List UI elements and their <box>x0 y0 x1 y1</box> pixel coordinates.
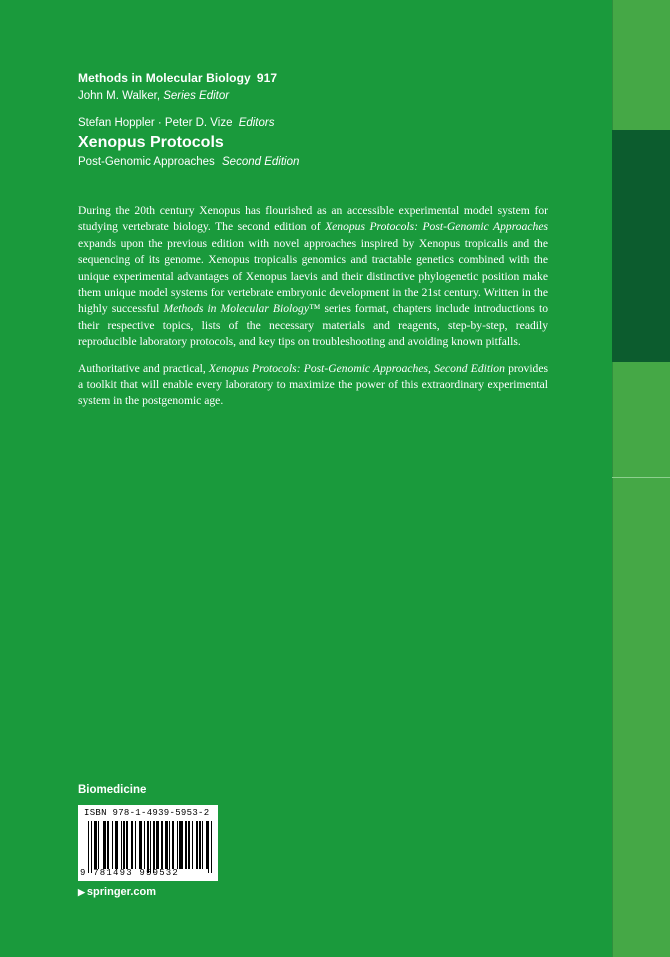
barcode-bar <box>88 821 89 873</box>
desc-text: Authoritative and practical, <box>78 361 209 375</box>
barcode-bar <box>169 821 170 869</box>
barcode-bar <box>132 821 133 869</box>
barcode-bar <box>147 821 148 873</box>
barcode-bar <box>161 821 162 869</box>
barcode-bar <box>197 821 198 869</box>
description-paragraph-1 <box>78 203 548 351</box>
book-editors <box>78 117 274 129</box>
barcode-bar <box>98 821 99 869</box>
book-description <box>78 203 548 420</box>
spine-divider-line <box>612 477 670 478</box>
triangle-right-icon: ▶ <box>78 887 85 897</box>
series-volume: 917 <box>256 71 278 85</box>
barcode-bar <box>199 821 200 869</box>
barcode-bar <box>185 821 186 869</box>
barcode-bar <box>96 821 97 869</box>
book-title: Xenopus Protocols <box>78 134 224 151</box>
barcode-bar <box>166 821 167 869</box>
desc-italic-title: Xenopus Protocols: Post-Genomic Approaches <box>325 220 548 234</box>
barcode-digits: 9 781493 959532 <box>80 868 180 878</box>
barcode-bar <box>127 821 128 869</box>
barcode-bar <box>123 821 124 869</box>
series-editor-role: Series Editor <box>163 90 230 102</box>
barcode-bar <box>150 821 151 873</box>
barcode-bar <box>135 821 136 869</box>
barcode-bar <box>208 821 209 873</box>
book-subtitle <box>78 156 299 168</box>
barcode-bar <box>144 821 145 869</box>
description-paragraph-2 <box>78 361 548 410</box>
website-url: springer.com <box>86 886 156 898</box>
barcode-bar <box>154 821 155 869</box>
desc-text: During the 20th century Xenopus has flourished as an accessible experimental model system for studying vertebrate biology. The second edition of <box>78 204 548 234</box>
barcode-bar <box>112 821 113 869</box>
editor-names: Stefan Hoppler · Peter D. Vize <box>78 117 233 129</box>
subject-category: Biomedicine <box>78 784 147 796</box>
barcode-bar <box>141 821 142 869</box>
desc-italic-title: Xenopus Protocols: Post-Genomic Approaches, Second Edition <box>208 361 505 375</box>
desc-text: expands upon the previous edition with novel approaches inspired by Xenopus tropicalis and the sequencing of its genome. Xenopus tropicalis genomics and tractable genetics combined with the unique experimental advantages of Xenopus laevis and their distinctive phylogenetic position make them unique model systems for vertebrate embryonic development in the 21st century. Written in the highly successful <box>78 236 548 316</box>
barcode-bar <box>121 821 122 869</box>
editor-role: Editors <box>238 117 275 129</box>
barcode-bar <box>182 821 183 869</box>
barcode-bar <box>104 821 105 869</box>
barcode-bar <box>108 821 109 869</box>
desc-text: provides a toolkit that will enable every laboratory to maximize the power of this extraordinary experimental system in the postgenomic age. <box>78 361 549 408</box>
desc-text: series format, chapters include introductions to their respective topics, lists of the necessary materials and reagents, step-by-step, readily reproducible laboratory protocols, and key tips on troubleshooting and avoiding known pitfalls. <box>78 302 549 349</box>
subtitle-text: Post-Genomic Approaches <box>78 156 215 168</box>
desc-italic-series: Methods in Molecular Biology™ <box>163 302 321 316</box>
series-editor-name: John M. Walker, <box>78 90 161 102</box>
barcode-bar <box>189 821 190 869</box>
publisher-website[interactable] <box>78 886 156 898</box>
isbn-barcode <box>78 805 218 881</box>
isbn-label: ISBN 978-1-4939-5953-2 <box>84 808 210 818</box>
barcode-bar <box>117 821 118 869</box>
barcode-bar <box>158 821 159 869</box>
series-editor <box>78 90 229 102</box>
barcode-bar <box>177 821 178 869</box>
series-title <box>78 71 277 85</box>
barcode-bar <box>211 821 212 873</box>
barcode-bar <box>173 821 174 869</box>
series-name: Methods in Molecular Biology <box>78 71 251 85</box>
edition-text: Second Edition <box>222 156 300 168</box>
barcode-bar <box>91 821 92 873</box>
barcode-bar <box>192 821 193 869</box>
barcode-bar <box>202 821 203 869</box>
barcode-bars <box>88 821 212 869</box>
spine-dark-band <box>612 130 670 362</box>
